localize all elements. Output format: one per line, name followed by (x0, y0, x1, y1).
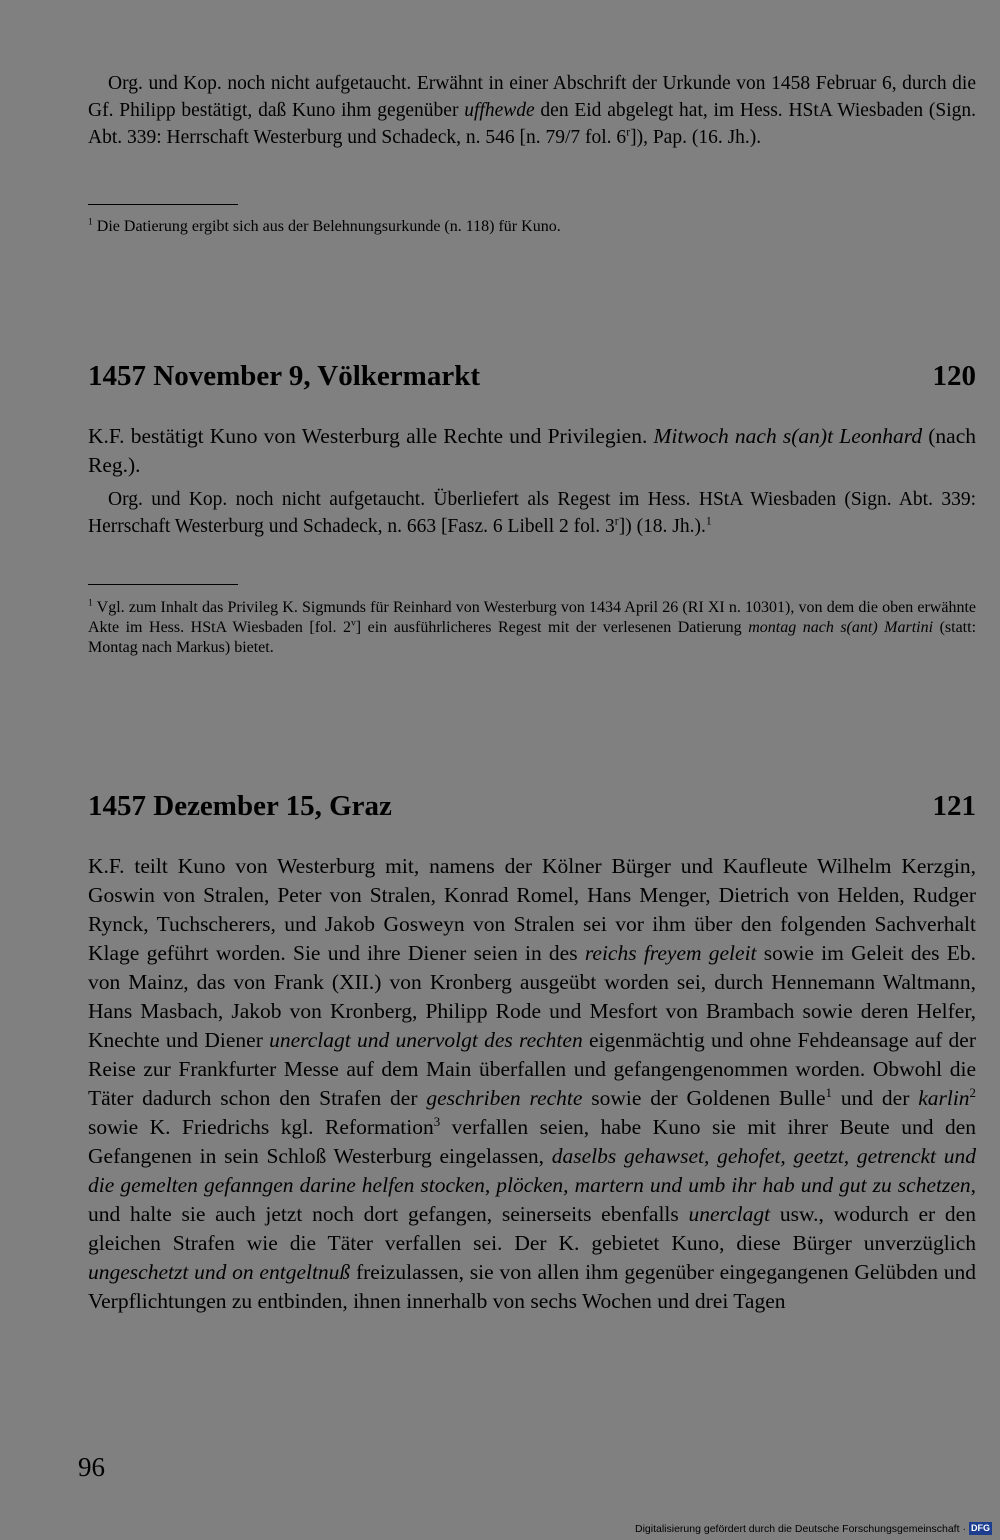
page-number: 96 (78, 1452, 105, 1482)
credit-text: Digitalisierung gefördert durch die Deutsche Forschungsgemeinschaft (634, 1522, 960, 1535)
footnote-rule (88, 584, 238, 585)
dfg-logo-icon: DFG (971, 1523, 990, 1533)
entry-date-place: 1457 Dezember 15, Graz (88, 790, 392, 822)
footnote-rule (88, 204, 238, 205)
entry-119-footnotes (88, 217, 976, 237)
regest-text: K.F. bestätigt Kuno von Westerburg alle Rechte und Privilegien. Mitwoch nach s(an)t Leonhard (nach Reg.). (88, 424, 977, 477)
entry-119-tradition (88, 70, 976, 151)
tradition-paragraph: Org. und Kop. noch nicht aufgetaucht. Überliefert als Regest im Hess. HStA Wiesbaden (Sign. Abt. 339: Herrschaft Westerburg und Schadeck, n. 663 [Fasz. 6 Libell 2 fol. 3$^r$]) (18. Jh.).$^1$ (88, 489, 976, 537)
entry-number: 120 (932, 360, 976, 392)
footnote: $^1$ Die Datierung ergibt sich aus der Belehnungsurkunde (n. 118) für Kuno. (88, 216, 561, 235)
entry-120-heading (88, 358, 976, 394)
entry-121-heading (88, 788, 976, 824)
tradition-paragraph: Org. und Kop. noch nicht aufgetaucht. Erwähnt in einer Abschrift der Urkunde von 1458 Februar 6, durch die Gf. Philipp bestätigt, daß Kuno ihm gegenüber uffhewde den Eid abgelegt hat, im Hess. HStA Wiesbaden (Sign. Abt. 339: Herrschaft Westerburg und Schadeck, n. 546 [n. 79/7 fol. 6$^r$]), Pap. (16. Jh.). (88, 73, 976, 148)
footnote: $^1$ Vgl. zum Inhalt das Privileg K. Sigmunds für Reinhard von Westerburg von 1434 April 26 (RI XI n. 10301), von dem die oben erwähnte Akte im Hess. HStA Wiesbaden [fol. 2$^v$] ein ausführlicheres Regest mit der verlesenen Datierung montag nach s(ant) Martini (statt: Montag nach Markus) bietet. (88, 597, 977, 656)
entry-121-body (88, 852, 976, 1316)
entry-date-place: 1457 November 9, Völkermarkt (88, 360, 480, 392)
funding-credit: Digitalisierung gefördert durch die Deutsche Forschungsgemeinschaft · DFG (634, 1522, 990, 1535)
entry-120-footnotes (88, 598, 976, 658)
regest-text: K.F. teilt Kuno von Westerburg mit, namens der Kölner Bürger und Kaufleute Wilhelm Kerzgin, Goswin von Stralen, Peter von Stralen, Konrad Romel, Hans Menger, Dietrich von Helden, Rudger Rynck, Tuchscherers, und Jakob Gosweyn von Stralen sei vor ihm über den folgenden Sachverhalt Klage geführt worden. Sie und ihre Diener seien in des reichs freyem geleit sowie im Geleit des Eb. von Mainz, das von Frank (XII.) von Kronberg ausgeübt worden sei, durch Hennemann Waltmann, Hans Masbach, Jakob von Kronberg, Philipp Rode und Mesfort von Brambach sowie deren Helfer, Knechte und Diener unerclagt und unervolgt des rechten eigenmächtig und ohne Fehdeansage auf der Reise zur Frankfurter Messe auf dem Main überfallen und gefangengenommen worden. Obwohl die Täter dadurch schon den Strafen der geschriben rechte sowie der Goldenen Bulle$^1$ und der karlin$^2$ sowie K. Friedrichs kgl. Reformation$^3$ verfallen seien, habe Kuno sie mit ihrer Beute und den Gefangenen in sein Schloß Westerburg eingelassen, daselbs gehawset, gehofet, geetzt, getrenckt und die gemelten gefanngen darine helfen stocken, plöcken, martern und umb ihr hab und gut zu schetzen, und halte sie auch jetzt noch dort gefangen, seinerseits ebenfalls unerclagt usw., wodurch er den gleichen Strafen wie die Täter verfallen sei. Der K. gebietet Kuno, diese Bürger unverzüglich ungeschetzt und on entgeltnuß freizulassen, sie von allen ihm gegenüber eingegangenen Gelübden und Verpflichtungen zu entbinden, ihnen innerhalb von sechs Wochen und drei Tagen (88, 854, 977, 1313)
entry-number: 121 (932, 790, 976, 822)
entry-120-body (88, 422, 976, 540)
